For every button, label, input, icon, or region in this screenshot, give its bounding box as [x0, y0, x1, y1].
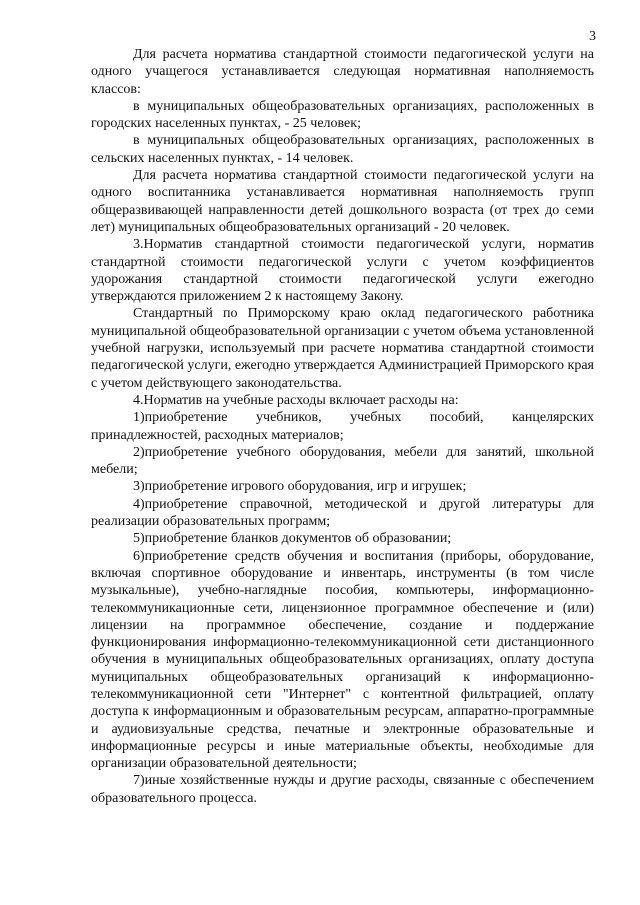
paragraph-class-norm-intro: Для расчета норматива стандартной стоимости педагогической услуги на одного учащегося устанавливается следующая нормативная наполняемость классов:	[91, 47, 594, 97]
list-item-5: 5)приобретение бланков документов об образовании;	[133, 531, 452, 547]
list-item-6: 6)приобретение средств обучения и воспитания (приборы, оборудование, включая спортивное оборудование и инвентарь, инструменты (в том числе музыкальные), учебно-наглядные пособия, компьютеры, информационно-телекоммуникационные сети, лицензионное программное обеспечение и (или) лицензии на программное обеспечение, создание и поддержание функционирования информационно-телекоммуникационной сети дистанционного обучения в муниципальных общеобразовательных организациях, оплату доступа муниципальных общеобразовательных организаций к информационно-телекоммуникационной сети "Интернет" с контентной фильтрацией, оплату доступа к информационным и образовательным ресурсам, аппаратно-программные и аудиовизуальные средства, печатные и электронные образовательные и информационные ресурсы и иные материальные объекты, необходимые для организации образовательной деятельности;	[91, 548, 594, 772]
list-item-3: 3)приобретение игрового оборудования, игр и игрушек;	[133, 479, 467, 495]
paragraph-urban-norm: в муниципальных общеобразовательных организациях, расположенных в городских населенных пунктах, - 25 человек;	[91, 98, 594, 132]
list-item-2: 2)приобретение учебного оборудования, мебели для занятий, школьной мебели;	[91, 444, 594, 478]
paragraph-preschool-norm: Для расчета норматива стандартной стоимости педагогической услуги на одного воспитанника устанавливается нормативная наполняемость групп общеразвивающей направленности детей дошкольного возраста (от трех до семи лет) муниципальных общеобразовательных организаций - 20 человек.	[91, 168, 594, 235]
paragraph-rural-norm: в муниципальных общеобразовательных организациях, расположенных в сельских населенных пунктах, - 14 человек.	[91, 133, 594, 166]
page-number: 3	[589, 29, 596, 44]
document-body	[91, 46, 594, 807]
paragraph-item-4: 4.Норматив на учебные расходы включает расходы на:	[133, 392, 459, 408]
list-item-1: 1)приобретение учебников, учебных пособий, канцелярских принадлежностей, расходных материалов;	[91, 410, 594, 443]
paragraph-standard-salary: Стандартный по Приморскому краю оклад педагогического работника муниципальной общеобразовательной организации с учетом объема установленной учебной нагрузки, используемый при расчете норматива стандартной стоимости педагогической услуги, ежегодно утверждается Администрацией Приморского края с учетом действующего законодательства.	[91, 306, 594, 391]
list-item-7: 7)иные хозяйственные нужды и другие расходы, связанные с обеспечением образовательного процесса.	[91, 773, 594, 806]
list-item-4: 4)приобретение справочной, методической и другой литературы для реализации образовательных программ;	[91, 496, 594, 530]
paragraph-item-3: 3.Норматив стандартной стоимости педагогической услуги, норматив стандартной стоимости педагогической услуги с учетом коэффициентов удорожания стандартной стоимости педагогической услуги ежегодно утверждаются приложением 2 к настоящему Закону.	[91, 237, 594, 305]
